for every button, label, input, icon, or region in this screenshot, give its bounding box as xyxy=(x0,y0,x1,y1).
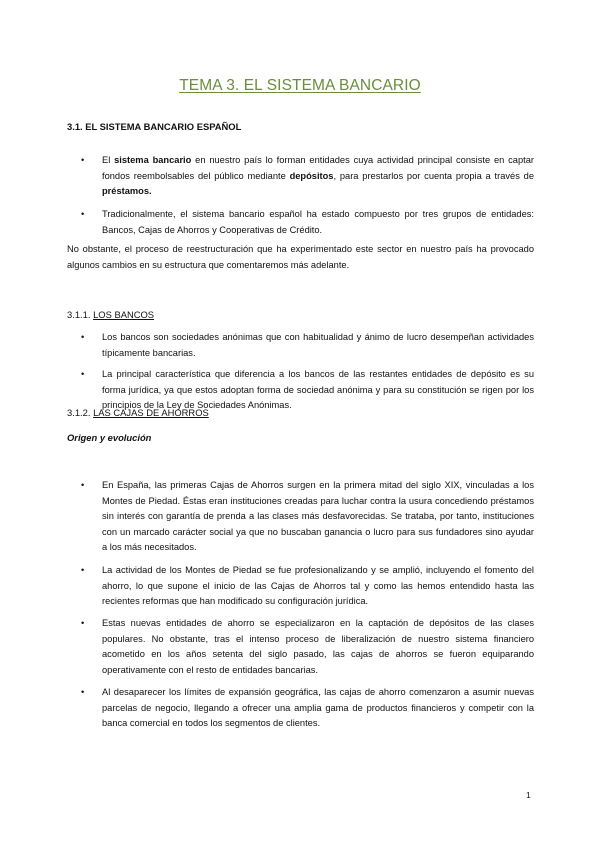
section-label: LAS CAJAS DE AHORROS xyxy=(93,407,209,418)
bullet-sistema-bancario xyxy=(102,153,534,200)
bullet-cajas-origen: • En España, las primeras Cajas de Ahorros surgen en la primera mitad del siglo XIX, vinculadas a los Montes de Piedad. Éstas eran instituciones creadas para luchar contra la usura concediendo préstamos sin interés con garantía de prenda a las clases más desfavorecidas. Se trataba, por tanto, instituciones con un marcado carácter social ya que no buscaban ganancia o lucro para sus fundadores sino ayudar a los más necesitados. xyxy=(102,478,534,556)
section-heading-3-1-1 xyxy=(67,309,154,320)
section-number: 3.1.1. xyxy=(67,309,91,320)
text-run: , para prestarlos por cuenta propia a través de xyxy=(333,170,535,181)
page-number: 1 xyxy=(526,790,531,800)
document-title: TEMA 3. EL SISTEMA BANCARIO xyxy=(179,77,421,94)
bullet-bancos-caracteristica: • La principal característica que diferencia a los bancos de las restantes entidades de depósito es su forma jurídica, ya que estos adoptan forma de sociedad anónima y para su constitución se rigen por los principios de la Ley de Sociedades Anónimas. xyxy=(102,367,534,414)
bullet-nuevas-entidades: • Estas nuevas entidades de ahorro se especializaron en la captación de depósitos de las clases populares. No obstante, tras el intenso proceso de liberalización de nuestro sistema financiero acometido en los años setenta del siglo pasado, las cajas de ahorros se fueron equiparando operativamente con el resto de entidades bancarias. xyxy=(102,616,534,678)
bullet-expansion: • Al desaparecer los límites de expansión geográfica, las cajas de ahorro comenzaron a asumir nuevas parcelas de negocio, llegando a ofrecer una amplia gama de productos financieros y competir con la banca comercial en todos los segmentos de clientes. xyxy=(102,685,534,732)
section-heading-3-1-2 xyxy=(67,407,209,418)
text-run: El xyxy=(102,155,115,165)
section-number: 3.1.2. xyxy=(67,407,91,418)
bold-term: depósitos xyxy=(289,170,334,181)
section-label: LOS BANCOS xyxy=(93,309,155,320)
bullet-bancos-definicion: • Los bancos son sociedades anónimas que con habitualidad y ánimo de lucro desempeñan actividades típicamente bancarias. xyxy=(102,330,534,361)
subheading-origen: Origen y evolución xyxy=(67,432,152,443)
text-run: en nuestro país lo forman entidades cuya actividad principal consiste en captar fondos reembolsables del público mediante xyxy=(102,155,534,181)
paragraph-reestructuracion: No obstante, el proceso de reestructuración que ha experimentado este sector en nuestro país ha provocado algunos cambios en su estructura que comentaremos más adelante. xyxy=(67,244,534,270)
bullet-montes-piedad: • La actividad de los Montes de Piedad se fue profesionalizando y se amplió, incluyendo el fomento del ahorro, lo que supone el inicio de las Cajas de Ahorros tal y como las hemos entendido hasta las recientes reformas que han modificado su configuración jurídica. xyxy=(102,563,534,610)
bold-term: sistema bancario xyxy=(114,155,192,165)
bullet-grupos-entidades: • Tradicionalmente, el sistema bancario español ha estado compuesto por tres grupos de entidades: Bancos, Cajas de Ahorros y Cooperativas de Crédito. xyxy=(102,207,534,238)
section-heading-3-1: 3.1. EL SISTEMA BANCARIO ESPAÑOL xyxy=(67,121,242,132)
bold-term: préstamos. xyxy=(102,186,152,196)
